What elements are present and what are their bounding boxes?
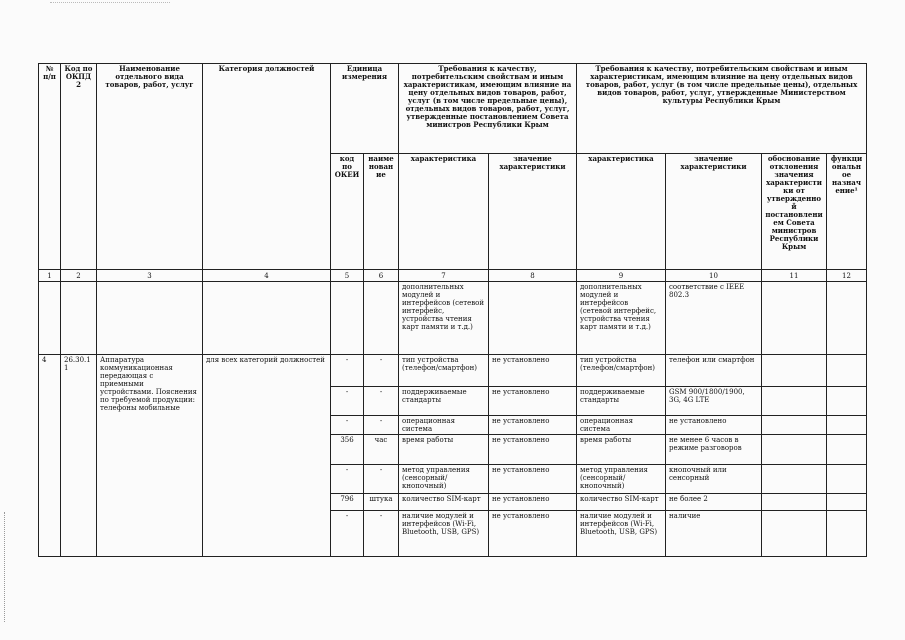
- cell: [489, 282, 577, 355]
- justification-cell: [762, 355, 827, 387]
- unit-cell: -: [364, 511, 399, 557]
- header-row: [39, 64, 867, 154]
- okei-cell: -: [331, 416, 364, 435]
- char-gov-cell: тип устройства (телефон/смартфон): [399, 355, 489, 387]
- justification-cell: [762, 511, 827, 557]
- justification-cell: [762, 494, 827, 511]
- function-cell: [827, 387, 867, 416]
- char-gov-cell: операционная система: [399, 416, 489, 435]
- char-gov-cell: метод управления (сенсорный/ кнопочный): [399, 465, 489, 494]
- table-row: [39, 355, 867, 387]
- cell: [331, 282, 364, 355]
- col-function-header: функциональное назначение¹: [827, 154, 867, 270]
- justification-cell: [762, 416, 827, 435]
- okei-cell: -: [331, 465, 364, 494]
- val-min-cell: не более 2: [666, 494, 762, 511]
- cell: [203, 282, 331, 355]
- col-req-ministry-header: Требования к качеству, потребительским свойствам и иным характеристикам, имеющим влияние на цену отдельных видов товаров, работ, услуг (в том числе предельные цены), отдельных видов товаров, работ, услуг, утвержденные Министерством культуры Республики Крым: [577, 64, 867, 154]
- okei-cell: -: [331, 511, 364, 557]
- char-gov-cell: количество SIM-карт: [399, 494, 489, 511]
- cell: [39, 282, 61, 355]
- col-char-min-header: характеристика: [577, 154, 666, 270]
- char-min-cell: операционная система: [577, 416, 666, 435]
- val-gov-cell: не установлено: [489, 355, 577, 387]
- unit-cell: -: [364, 416, 399, 435]
- column-number: 5: [331, 270, 364, 282]
- item-category: для всех категорий должностей: [203, 355, 331, 557]
- char-gov-cell: поддерживаемые стандарты: [399, 387, 489, 416]
- column-number: 10: [666, 270, 762, 282]
- function-cell: [827, 465, 867, 494]
- okei-cell: 796: [331, 494, 364, 511]
- val-min-cell: не менее 6 часов в режиме разговоров: [666, 435, 762, 465]
- column-number: 2: [61, 270, 97, 282]
- col-okpd-header: Код по ОКПД2: [61, 64, 97, 270]
- val-min-cell: телефон или смартфон: [666, 355, 762, 387]
- unit-cell: -: [364, 355, 399, 387]
- col-num-header: № п/п: [39, 64, 61, 270]
- justification-cell: [762, 465, 827, 494]
- col-justification-header: обоснование отклонения значения характеристики от утвержденной постановлением Совета министров Республики Крым: [762, 154, 827, 270]
- col-req-gov-header: Требования к качеству, потребительским свойствам и иным характеристикам, имеющим влияние на цену отдельных видов товаров, работ, услуг (в том числе предельные цены), отдельных видов товаров, работ, услуг, утвержденные постановлением Совета министров Республики Крым: [399, 64, 577, 154]
- column-numbers-row: [39, 270, 867, 282]
- item-name: Аппаратура коммуникационная передающая с приемными устройствами. Пояснения по требуемой продукции: телефоны мобильные: [97, 355, 203, 557]
- char-min-cell: дополнительных модулей и интерфейсов (сетевой интерфейс, устройства чтения карт памяти и т.д.): [577, 282, 666, 355]
- col-okei-header: код по ОКЕИ: [331, 154, 364, 270]
- char-min-cell: количество SIM-карт: [577, 494, 666, 511]
- column-number: 1: [39, 270, 61, 282]
- requirements-table: [38, 63, 867, 557]
- scan-artifact: [4, 512, 6, 622]
- unit-cell: час: [364, 435, 399, 465]
- unit-cell: -: [364, 465, 399, 494]
- char-min-cell: метод управления (сенсорный/ кнопочный): [577, 465, 666, 494]
- val-gov-cell: не установлено: [489, 465, 577, 494]
- column-number: 9: [577, 270, 666, 282]
- function-cell: [827, 416, 867, 435]
- char-gov-cell: дополнительных модулей и интерфейсов (сетевой интерфейс, устройства чтения карт памяти и т.д.): [399, 282, 489, 355]
- char-min-cell: поддерживаемые стандарты: [577, 387, 666, 416]
- column-number: 12: [827, 270, 867, 282]
- col-val-min-header: значение характеристики: [666, 154, 762, 270]
- cell: [61, 282, 97, 355]
- unit-cell: штука: [364, 494, 399, 511]
- function-cell: [827, 355, 867, 387]
- char-min-cell: время работы: [577, 435, 666, 465]
- char-gov-cell: наличие модулей и интерфейсов (Wi-Fi, Bluetooth, USB, GPS): [399, 511, 489, 557]
- okei-cell: 356: [331, 435, 364, 465]
- column-number: 11: [762, 270, 827, 282]
- cell: [827, 282, 867, 355]
- col-category-header: Категория должностей: [203, 64, 331, 270]
- column-number: 8: [489, 270, 577, 282]
- function-cell: [827, 494, 867, 511]
- cell: [364, 282, 399, 355]
- function-cell: [827, 511, 867, 557]
- val-gov-cell: не установлено: [489, 416, 577, 435]
- function-cell: [827, 435, 867, 465]
- char-min-cell: наличие модулей и интерфейсов (Wi-Fi, Bluetooth, USB, GPS): [577, 511, 666, 557]
- justification-cell: [762, 435, 827, 465]
- col-char-gov-header: характеристика: [399, 154, 489, 270]
- char-min-cell: тип устройства (телефон/смартфон): [577, 355, 666, 387]
- val-gov-cell: не установлено: [489, 511, 577, 557]
- cell: [97, 282, 203, 355]
- val-min-cell: соответствие с IEEE 802.3: [666, 282, 762, 355]
- justification-cell: [762, 387, 827, 416]
- column-number: 6: [364, 270, 399, 282]
- col-unit-name-header: наименование: [364, 154, 399, 270]
- val-min-cell: наличие: [666, 511, 762, 557]
- val-min-cell: кнопочный или сенсорный: [666, 465, 762, 494]
- item-okpd: 26.30.11: [61, 355, 97, 557]
- okei-cell: -: [331, 355, 364, 387]
- column-number: 4: [203, 270, 331, 282]
- val-min-cell: не установлено: [666, 416, 762, 435]
- col-unit-header: Единица измерения: [331, 64, 399, 154]
- val-gov-cell: не установлено: [489, 387, 577, 416]
- col-val-gov-header: значение характеристики: [489, 154, 577, 270]
- col-name-header: Наименование отдельного вида товаров, работ, услуг: [97, 64, 203, 270]
- val-gov-cell: не установлено: [489, 435, 577, 465]
- continuation-row: [39, 282, 867, 355]
- unit-cell: -: [364, 387, 399, 416]
- val-min-cell: GSM 900/1800/1900, 3G, 4G LTE: [666, 387, 762, 416]
- scan-artifact: [50, 2, 170, 4]
- cell: [762, 282, 827, 355]
- okei-cell: -: [331, 387, 364, 416]
- item-number: 4: [39, 355, 61, 557]
- column-number: 3: [97, 270, 203, 282]
- column-number: 7: [399, 270, 489, 282]
- char-gov-cell: время работы: [399, 435, 489, 465]
- val-gov-cell: не установлено: [489, 494, 577, 511]
